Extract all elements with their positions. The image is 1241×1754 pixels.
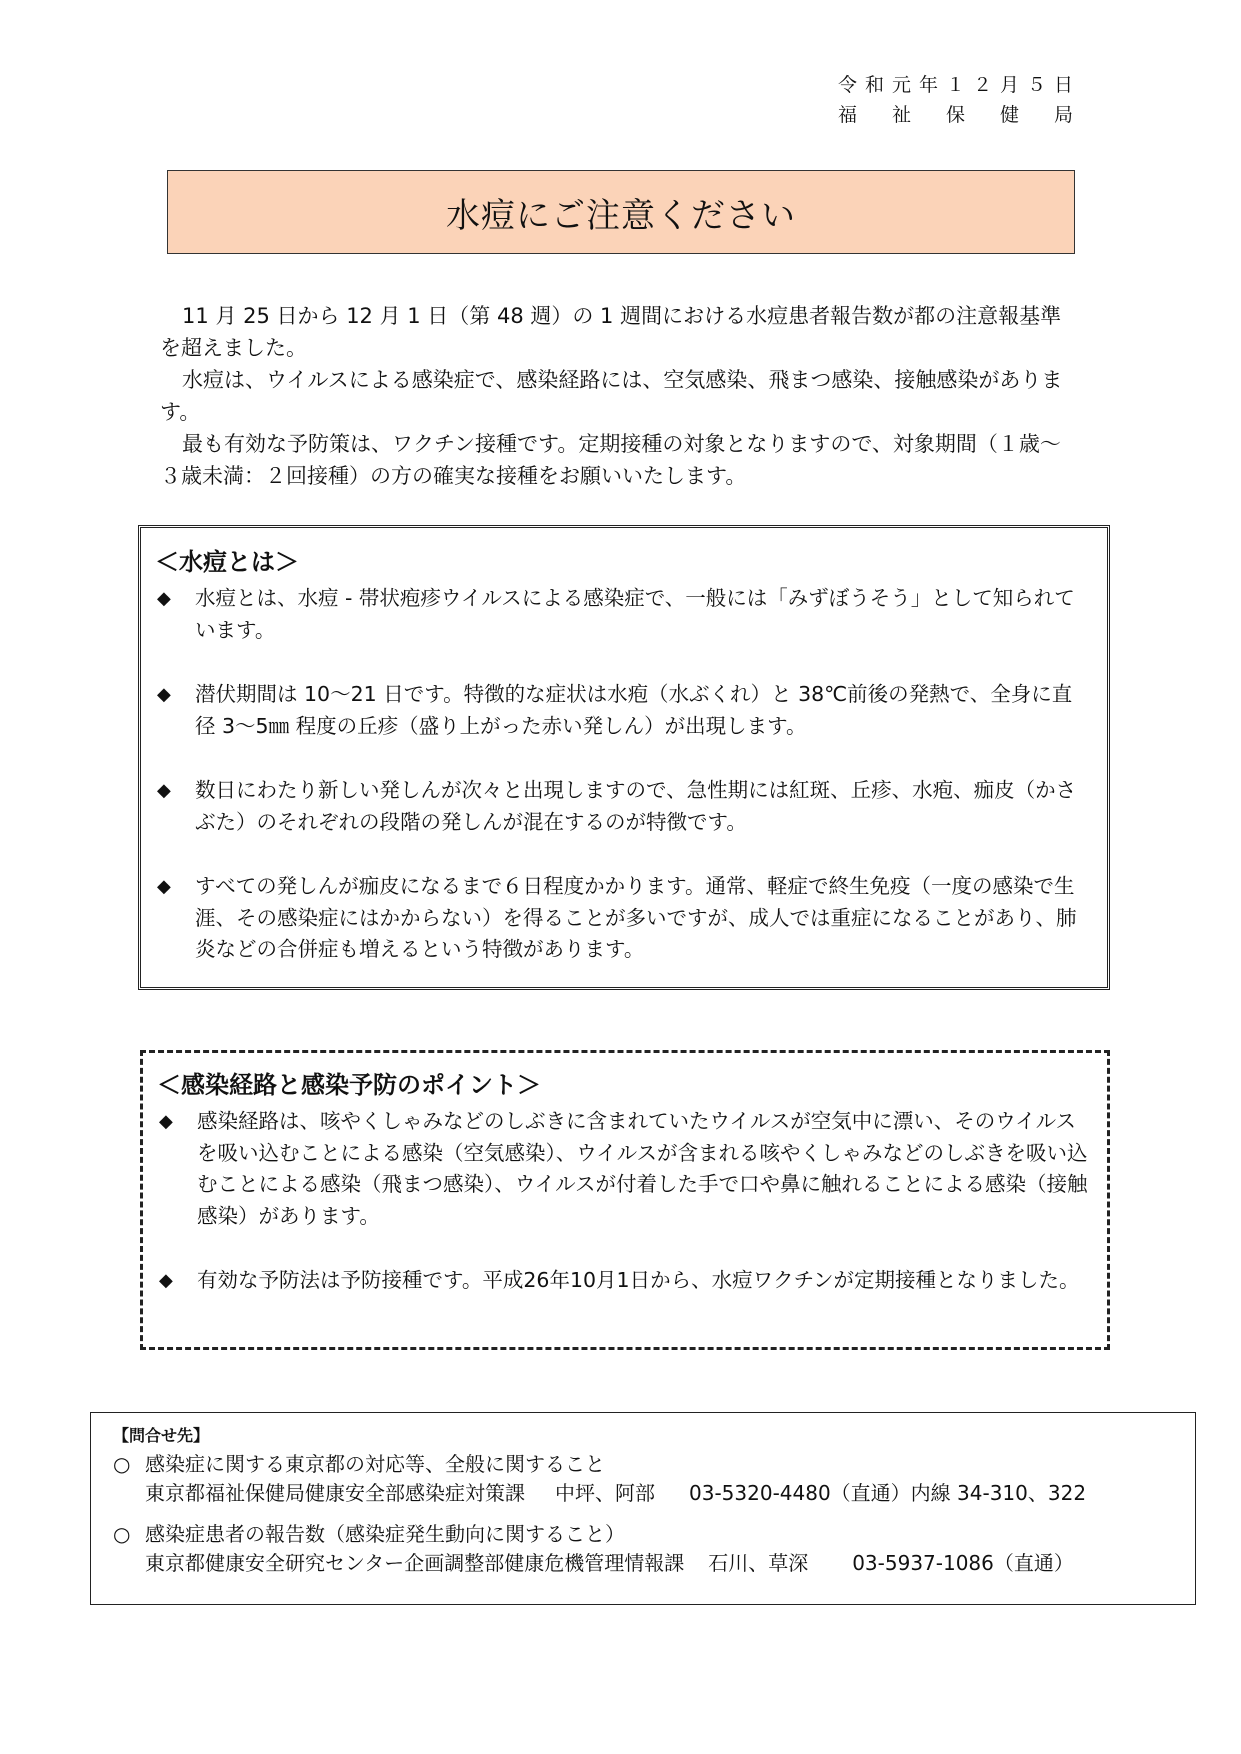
circle-marker-icon: ○ — [113, 1522, 131, 1546]
diamond-bullet-icon: ◆ — [157, 876, 171, 897]
contact-phone: 03-5937-1086（直通） — [852, 1551, 1074, 1575]
contact-group — [113, 1450, 1195, 1508]
page-title: 水痘にご注意ください — [446, 195, 796, 236]
contact-persons: 石川、草深 — [708, 1551, 809, 1575]
prevention-box — [140, 1050, 1110, 1350]
about-heading: ＜水痘とは＞ — [155, 548, 299, 576]
circle-marker-icon: ○ — [113, 1452, 131, 1476]
intro-paragraph: 11 月 25 日から 12 月 1 日（第 48 週）の 1 週間における水痘患者報告数が都の注意報基準を超えました。 — [160, 304, 1062, 360]
issuing-office: 福 祉 保 健 局 — [837, 104, 1081, 126]
issue-date: 令和元年１２月５日 — [837, 74, 1081, 96]
diamond-bullet-icon: ◆ — [159, 1111, 173, 1132]
contact-heading: 【問合せ先】 — [113, 1426, 210, 1445]
about-item — [155, 775, 1089, 838]
intro-text — [160, 300, 1080, 492]
about-item — [155, 583, 1089, 646]
title-banner — [167, 170, 1075, 254]
about-box — [138, 525, 1110, 990]
about-item-text: すべての発しんが痂皮になるまで６日程度かかります。通常、軽症で終生免疫（一度の感染で生涯、その感染症にはかからない）を得ることが多いですが、成人では重症になることがあり、肺炎などの合併症も増えるという特徴があります。 — [195, 874, 1077, 961]
intro-paragraph: 水痘は、ウイルスによる感染症で、感染経路には、空気感染、飛まつ感染、接触感染があります。 — [160, 368, 1063, 424]
diamond-bullet-icon: ◆ — [159, 1270, 173, 1291]
prevention-item — [157, 1265, 1089, 1297]
about-item — [155, 871, 1089, 966]
contact-department: 東京都健康安全研究センター企画調整部健康危機管理情報課 — [145, 1551, 685, 1575]
about-item-text: 水痘とは、水痘 - 帯状疱疹ウイルスによる感染症で、一般には「みずぼうそう」として知られています。 — [195, 586, 1075, 642]
diamond-bullet-icon: ◆ — [157, 684, 171, 705]
prevention-item-text: 感染経路は、咳やくしゃみなどのしぶきに含まれていたウイルスが空気中に漂い、そのウイルスを吸い込むことによる感染（空気感染）、ウイルスが含まれる咳やくしゃみなどのしぶきを吸い込むことによる感染（飛まつ感染）、ウイルスが付着した手で口や鼻に触れることによる感染（接触感染）があります。 — [197, 1109, 1088, 1228]
about-item — [155, 679, 1089, 742]
contact-topic: 感染症に関する東京都の対応等、全般に関すること — [145, 1452, 605, 1476]
about-item-text: 潜伏期間は 10～21 日です。特徴的な症状は水疱（水ぶくれ）と 38℃前後の発熱で、全身に直径 3～5㎜ 程度の丘疹（盛り上がった赤い発しん）が出現します。 — [195, 682, 1073, 738]
contact-box — [90, 1412, 1196, 1605]
prevention-item — [157, 1106, 1089, 1232]
contact-group — [113, 1520, 1195, 1578]
intro-paragraph: 最も有効な予防策は、ワクチン接種です。定期接種の対象となりますので、対象期間（１歳～３歳未満：２回接種）の方の確実な接種をお願いいたします。 — [160, 432, 1061, 488]
contact-persons: 中坪、阿部 — [555, 1481, 655, 1505]
header-block — [838, 70, 1081, 130]
diamond-bullet-icon: ◆ — [157, 588, 171, 609]
contact-topic: 感染症患者の報告数（感染症発生動向に関すること） — [145, 1522, 625, 1546]
contact-phone: 03-5320-4480（直通）内線 34-310、322 — [689, 1481, 1087, 1505]
about-item-text: 数日にわたり新しい発しんが次々と出現しますので、急性期には紅斑、丘疹、水疱、痂皮（かさぶた）のそれぞれの段階の発しんが混在するのが特徴です。 — [195, 778, 1077, 834]
contact-department: 東京都福祉保健局健康安全部感染症対策課 — [145, 1481, 525, 1505]
prevention-item-text: 有効な予防法は予防接種です。平成26年10月1日から、水痘ワクチンが定期接種となりました。 — [197, 1268, 1080, 1292]
prevention-heading: ＜感染経路と感染予防のポイント＞ — [157, 1071, 541, 1099]
diamond-bullet-icon: ◆ — [157, 780, 171, 801]
